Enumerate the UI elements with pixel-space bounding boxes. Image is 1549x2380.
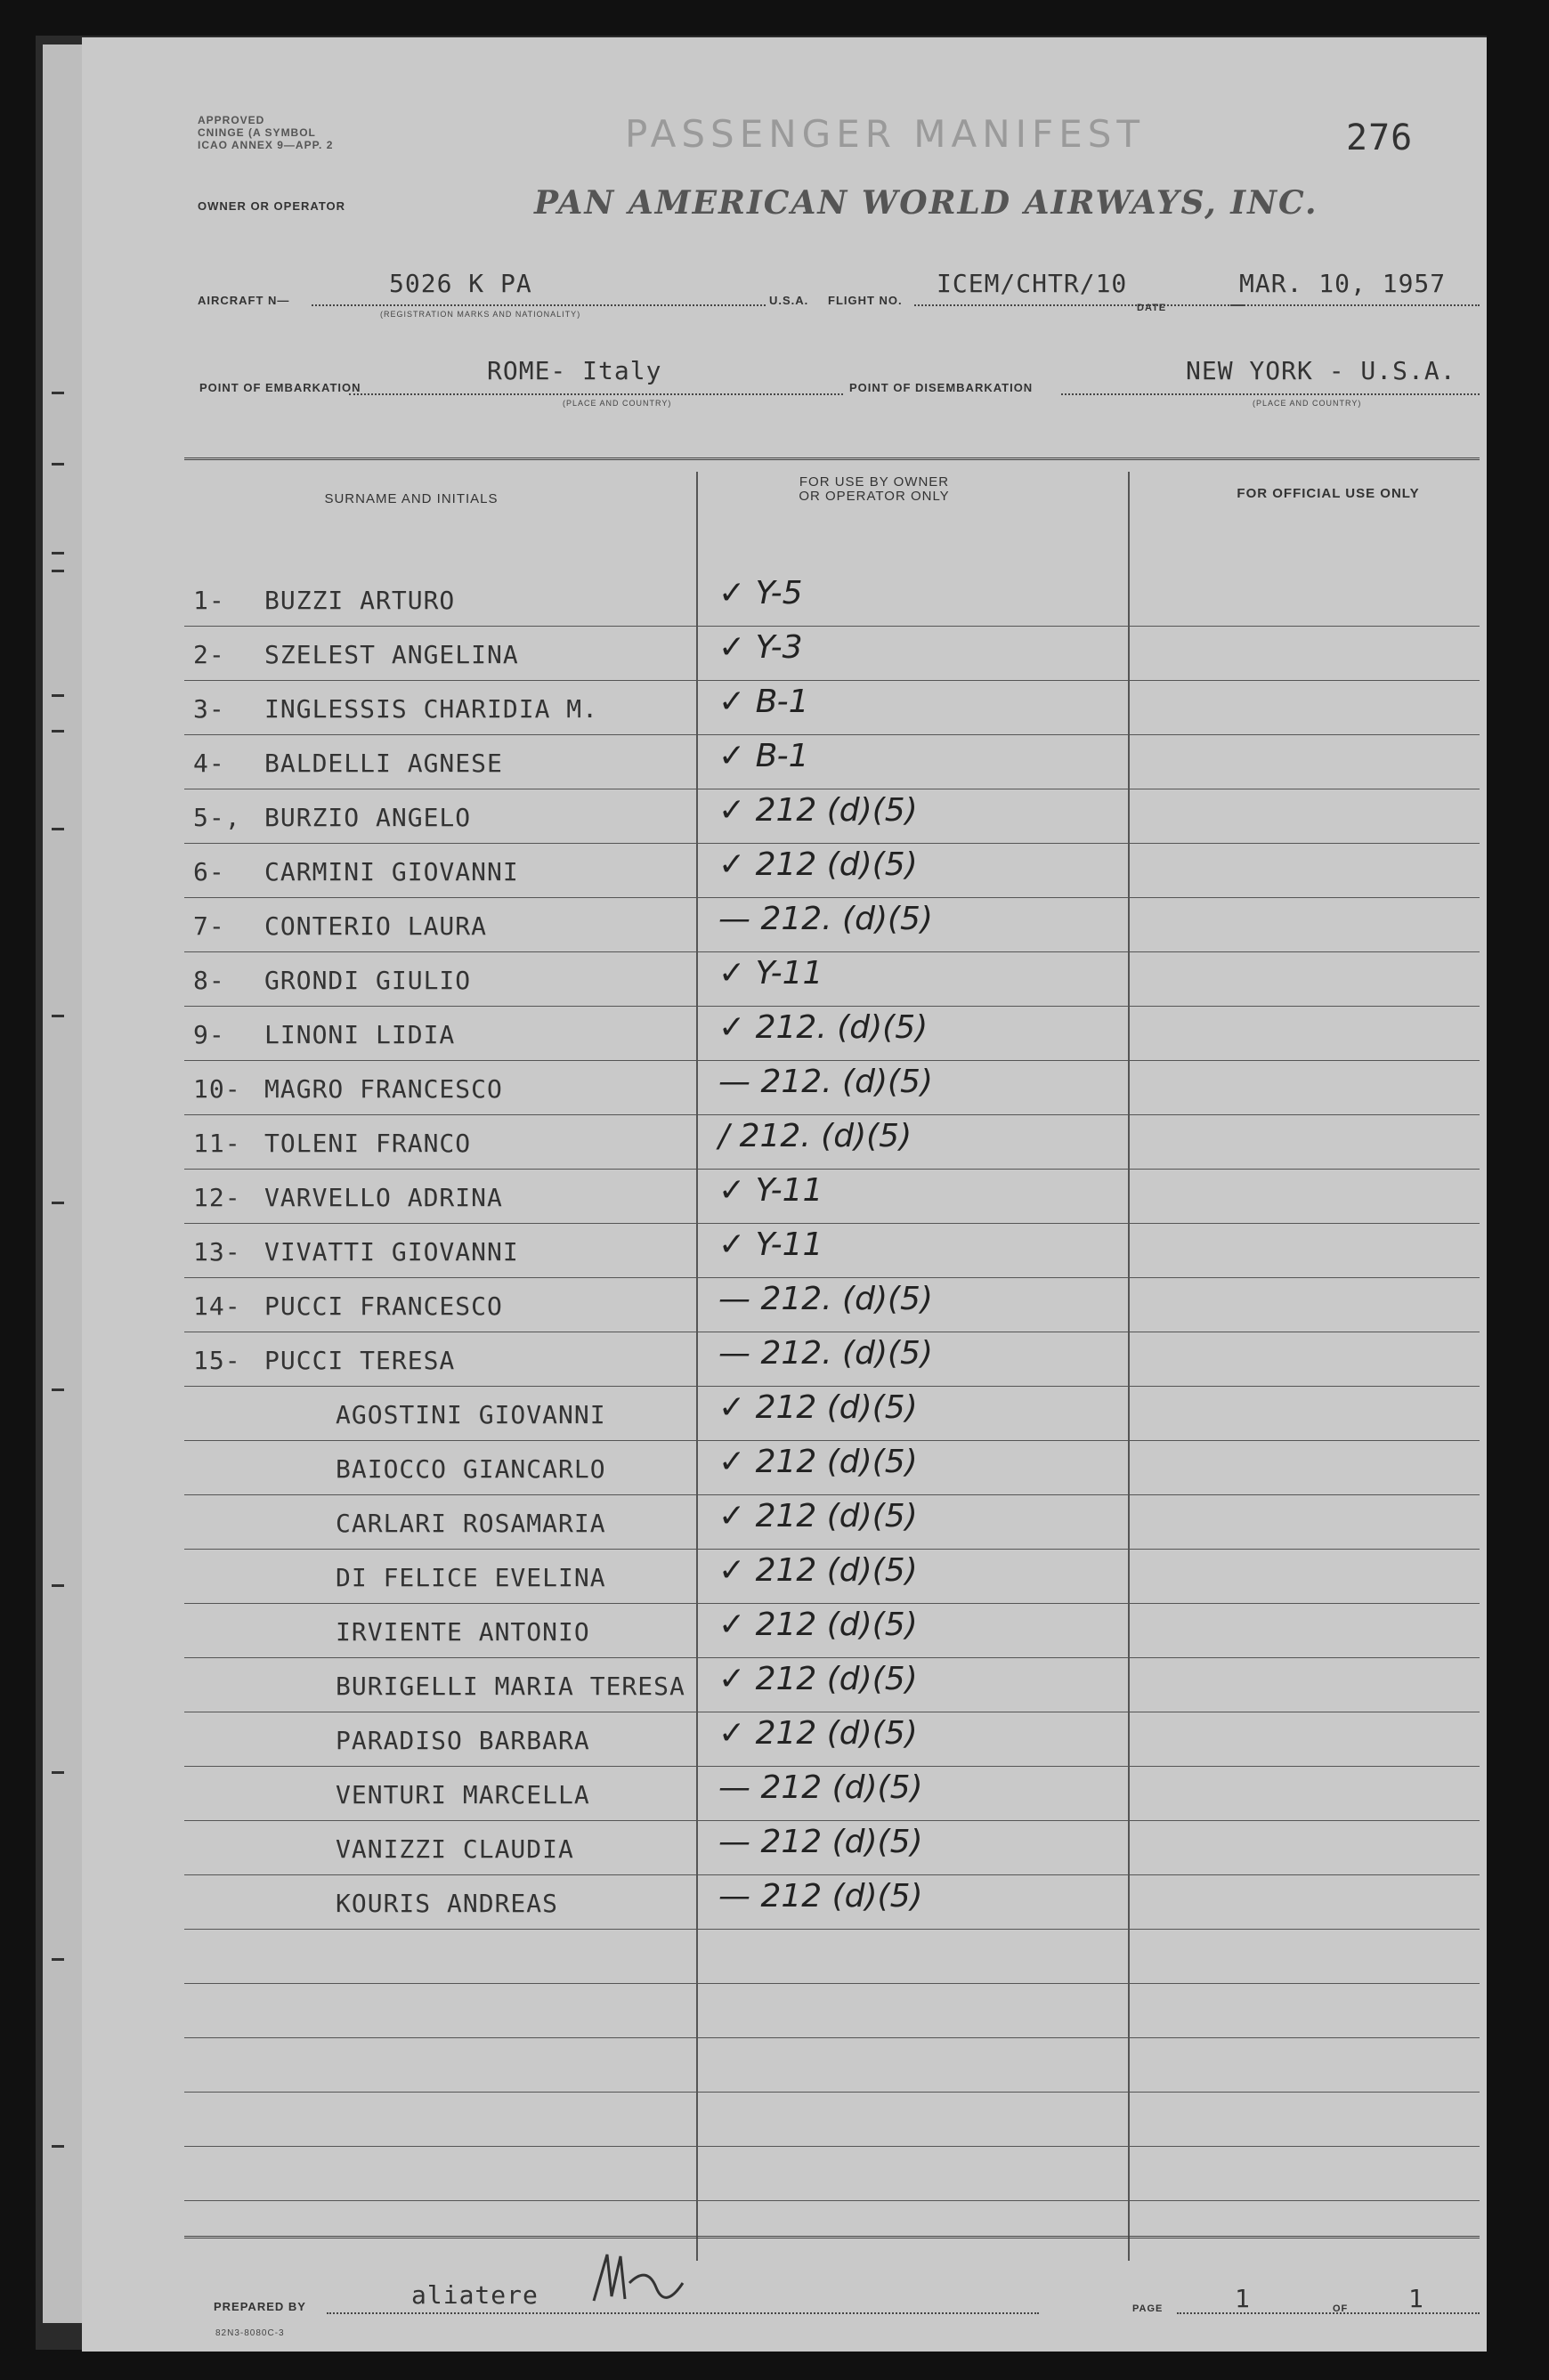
page-label: PAGE bbox=[1132, 2303, 1164, 2314]
binding-tick bbox=[52, 2145, 64, 2148]
passenger-number: 2- bbox=[193, 640, 225, 669]
passenger-name: PUCCI TERESA bbox=[264, 1346, 456, 1375]
handwritten-visa-note: — 212. (d)(5) bbox=[718, 1064, 933, 1100]
header-rule bbox=[184, 457, 1480, 460]
passenger-name: VARVELLO ADRINA bbox=[264, 1183, 503, 1212]
handwritten-visa-note: — 212. (d)(5) bbox=[718, 901, 933, 937]
handwritten-visa-note: / 212. (d)(5) bbox=[718, 1118, 912, 1154]
passenger-name: PUCCI FRANCESCO bbox=[264, 1291, 503, 1321]
passenger-number: 6- bbox=[193, 857, 225, 886]
embarkation-line bbox=[349, 393, 843, 395]
usa-text: U.S.A. bbox=[769, 294, 809, 307]
table-row bbox=[184, 843, 1480, 898]
flight-label: FLIGHT NO. bbox=[828, 294, 903, 307]
binding-tick bbox=[52, 463, 64, 465]
page-value: 1 bbox=[1235, 2284, 1251, 2313]
passenger-number: 9- bbox=[193, 1020, 225, 1049]
form-code: 82N3-8080C-3 bbox=[215, 2328, 285, 2338]
passenger-name: KOURIS ANDREAS bbox=[336, 1889, 559, 1918]
table-row bbox=[184, 2092, 1480, 2147]
table-row bbox=[184, 1766, 1480, 1821]
page-line bbox=[1177, 2312, 1480, 2314]
passenger-number: 3- bbox=[193, 694, 225, 724]
handwritten-visa-note: ✓ 212 (d)(5) bbox=[718, 1552, 918, 1589]
passenger-name: VENTURI MARCELLA bbox=[336, 1780, 590, 1809]
handwritten-visa-note: — 212 (d)(5) bbox=[718, 1824, 923, 1860]
flight-line bbox=[914, 304, 1244, 306]
binding-tick bbox=[52, 392, 64, 394]
binding-tick bbox=[52, 694, 64, 697]
flight-value: ICEM/CHTR/10 bbox=[937, 269, 1128, 298]
embarkation-sublabel: (PLACE AND COUNTRY) bbox=[563, 399, 672, 408]
handwritten-visa-note: ✓ 212. (d)(5) bbox=[718, 1009, 929, 1046]
passenger-number: 5-, bbox=[193, 803, 241, 832]
approval-stamp: APPROVED CNINGE (A SYMBOL ICAO ANNEX 9—APP. 2 bbox=[198, 114, 334, 151]
handwritten-visa-note: ✓ 212 (d)(5) bbox=[718, 846, 918, 883]
registration-sublabel: (REGISTRATION MARKS AND NATIONALITY) bbox=[380, 310, 581, 319]
passenger-name: VIVATTI GIOVANNI bbox=[264, 1237, 519, 1267]
manifest-page bbox=[82, 37, 1487, 2352]
table-row bbox=[184, 626, 1480, 681]
passenger-name: LINONI LIDIA bbox=[264, 1020, 456, 1049]
binding-tick bbox=[52, 1015, 64, 1017]
passenger-name: PARADISO BARBARA bbox=[336, 1726, 590, 1755]
passenger-name: CARMINI GIOVANNI bbox=[264, 857, 519, 886]
prepared-by-value: aliatere bbox=[411, 2280, 539, 2310]
passenger-number: 14- bbox=[193, 1291, 241, 1321]
table-row bbox=[184, 2037, 1480, 2093]
passenger-name: CONTERIO LAURA bbox=[264, 911, 488, 941]
owner-label: OWNER OR OPERATOR bbox=[198, 199, 346, 213]
table-row bbox=[184, 1603, 1480, 1658]
table-row bbox=[184, 571, 1480, 627]
binding-tick bbox=[52, 1202, 64, 1204]
passenger-number: 1- bbox=[193, 586, 225, 615]
binding-tick bbox=[52, 1584, 64, 1587]
handwritten-visa-note: — 212 (d)(5) bbox=[718, 1769, 923, 1806]
table-row bbox=[184, 1223, 1480, 1278]
table-row bbox=[184, 680, 1480, 735]
handwritten-visa-note: ✓ Y-11 bbox=[718, 1226, 823, 1263]
disembarkation-label: POINT OF DISEMBARKATION bbox=[849, 381, 1034, 394]
passenger-number: 7- bbox=[193, 911, 225, 941]
date-label: DATE bbox=[1137, 303, 1167, 313]
passenger-name: BURZIO ANGELO bbox=[264, 803, 472, 832]
owner-value: PAN AMERICAN WORLD AIRWAYS, INC. bbox=[534, 184, 1318, 222]
handwritten-visa-note: ✓ 212 (d)(5) bbox=[718, 792, 918, 829]
passenger-name: DI FELICE EVELINA bbox=[336, 1563, 606, 1592]
table-row bbox=[184, 1169, 1480, 1224]
passenger-number: 8- bbox=[193, 966, 225, 995]
binding-tick bbox=[52, 570, 64, 572]
passenger-number: 13- bbox=[193, 1237, 241, 1267]
handwritten-visa-note: ✓ 212 (d)(5) bbox=[718, 1498, 918, 1534]
form-title: PASSENGER MANIFEST bbox=[625, 112, 1146, 156]
handwritten-visa-note: ✓ Y-5 bbox=[718, 575, 803, 611]
passenger-number: 11- bbox=[193, 1129, 241, 1158]
handwritten-visa-note: ✓ Y-11 bbox=[718, 955, 823, 992]
handwritten-visa-note: ✓ Y-3 bbox=[718, 629, 803, 666]
table-row bbox=[184, 2146, 1480, 2201]
aircraft-value: 5026 K PA bbox=[389, 269, 532, 298]
handwritten-visa-note: ✓ 212 (d)(5) bbox=[718, 1607, 918, 1643]
prepared-by-label: PREPARED BY bbox=[214, 2300, 306, 2313]
owner-use-column-header: FOR USE BY OWNER OR OPERATOR ONLY bbox=[799, 474, 950, 504]
passenger-name: INGLESSIS CHARIDIA M. bbox=[264, 694, 599, 724]
date-value: MAR. 10, 1957 bbox=[1239, 269, 1447, 298]
table-row bbox=[184, 1549, 1480, 1604]
of-label: OF bbox=[1333, 2303, 1349, 2314]
passenger-name: IRVIENTE ANTONIO bbox=[336, 1617, 590, 1647]
passenger-name: AGOSTINI GIOVANNI bbox=[336, 1400, 606, 1429]
passenger-name: TOLENI FRANCO bbox=[264, 1129, 472, 1158]
binding-tick bbox=[52, 1958, 64, 1961]
passenger-name: BURIGELLI MARIA TERESA bbox=[336, 1672, 685, 1701]
table-row bbox=[184, 1440, 1480, 1495]
binding-tick bbox=[52, 1388, 64, 1391]
table-row bbox=[184, 1712, 1480, 1767]
binding-tick bbox=[52, 1771, 64, 1774]
table-row bbox=[184, 734, 1480, 789]
table-row bbox=[184, 1060, 1480, 1115]
handwritten-visa-note: ✓ B-1 bbox=[718, 738, 809, 774]
table-row bbox=[184, 1820, 1480, 1875]
handwritten-visa-note: ✓ 212 (d)(5) bbox=[718, 1389, 918, 1426]
table-row bbox=[184, 1006, 1480, 1061]
passenger-name: BALDELLI AGNESE bbox=[264, 749, 503, 778]
disembarkation-sublabel: (PLACE AND COUNTRY) bbox=[1253, 399, 1362, 408]
passenger-number: 10- bbox=[193, 1074, 241, 1104]
table-row bbox=[184, 1929, 1480, 1984]
embarkation-label: POINT OF EMBARKATION bbox=[199, 381, 361, 394]
passenger-name: SZELEST ANGELINA bbox=[264, 640, 519, 669]
disembarkation-value: NEW YORK - U.S.A. bbox=[1186, 356, 1456, 385]
aircraft-label: AIRCRAFT N— bbox=[198, 294, 290, 307]
passenger-name: BUZZI ARTURO bbox=[264, 586, 456, 615]
table-row bbox=[184, 1983, 1480, 2038]
aircraft-line bbox=[312, 304, 766, 306]
handwritten-visa-note: — 212. (d)(5) bbox=[718, 1335, 933, 1372]
surname-column-header: SURNAME AND INITIALS bbox=[324, 491, 499, 506]
handwritten-visa-note: ✓ 212 (d)(5) bbox=[718, 1715, 918, 1752]
passenger-name: VANIZZI CLAUDIA bbox=[336, 1834, 574, 1864]
table-row bbox=[184, 789, 1480, 844]
passenger-name: MAGRO FRANCESCO bbox=[264, 1074, 503, 1104]
table-row bbox=[184, 1114, 1480, 1170]
table-row bbox=[184, 1874, 1480, 1930]
passenger-number: 4- bbox=[193, 749, 225, 778]
passenger-name: CARLARI ROSAMARIA bbox=[336, 1509, 606, 1538]
official-use-column-header: FOR OFFICIAL USE ONLY bbox=[1237, 486, 1420, 501]
binding-strip bbox=[43, 45, 84, 2323]
handwritten-visa-note: ✓ Y-11 bbox=[718, 1172, 823, 1209]
page-number: 276 bbox=[1346, 117, 1414, 158]
table-row bbox=[184, 951, 1480, 1007]
table-row bbox=[184, 1277, 1480, 1332]
disembarkation-line bbox=[1061, 393, 1480, 395]
binding-tick bbox=[52, 828, 64, 830]
table-row bbox=[184, 1332, 1480, 1387]
footer-rule bbox=[184, 2236, 1480, 2238]
embarkation-value: ROME- Italy bbox=[487, 356, 662, 385]
passenger-name: GRONDI GIULIO bbox=[264, 966, 472, 995]
date-line bbox=[1230, 304, 1480, 306]
handwritten-visa-note: ✓ B-1 bbox=[718, 684, 809, 720]
of-value: 1 bbox=[1408, 2284, 1424, 2313]
table-row bbox=[184, 1657, 1480, 1712]
handwritten-visa-note: ✓ 212 (d)(5) bbox=[718, 1661, 918, 1697]
passenger-number: 12- bbox=[193, 1183, 241, 1212]
table-row bbox=[184, 897, 1480, 952]
handwritten-visa-note: — 212. (d)(5) bbox=[718, 1281, 933, 1317]
signature-mark bbox=[585, 2247, 692, 2310]
table-row bbox=[184, 1386, 1480, 1441]
binding-tick bbox=[52, 730, 64, 733]
handwritten-visa-note: ✓ 212 (d)(5) bbox=[718, 1444, 918, 1480]
handwritten-visa-note: — 212 (d)(5) bbox=[718, 1878, 923, 1915]
prepared-by-line bbox=[327, 2312, 1039, 2314]
passenger-number: 15- bbox=[193, 1346, 241, 1375]
table-row bbox=[184, 1494, 1480, 1550]
passenger-name: BAIOCCO GIANCARLO bbox=[336, 1454, 606, 1484]
binding-tick bbox=[52, 552, 64, 555]
